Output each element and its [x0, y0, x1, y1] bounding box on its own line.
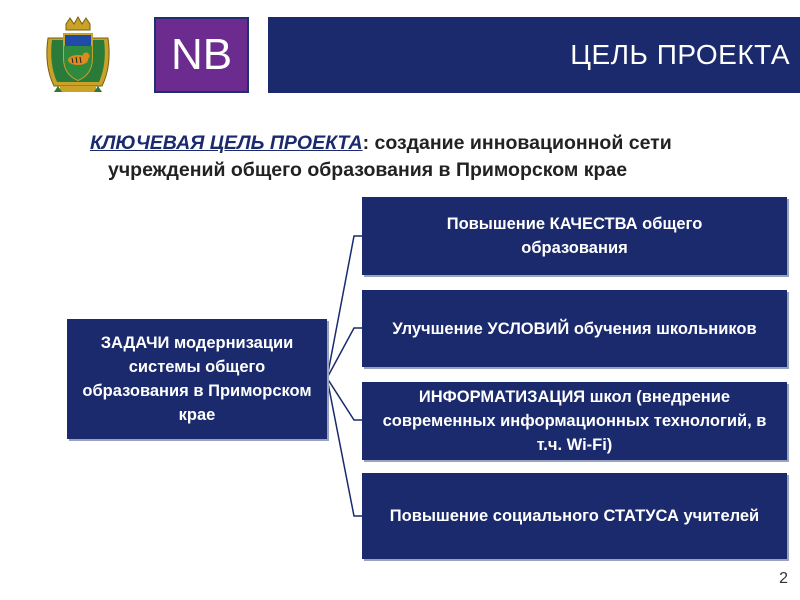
task-item-quality [362, 197, 787, 275]
tasks-box-text: ЗАДАЧИ модернизации системы общего образования в Приморском крае [82, 334, 312, 424]
key-goal-line2: учреждений общего образования в Приморском крае [108, 159, 628, 181]
task-item-text: Повышение КАЧЕСТВА общего образования [446, 215, 703, 257]
task-item-conditions [362, 290, 787, 367]
page-title: ЦЕЛЬ ПРОЕКТА [570, 39, 790, 70]
page-number: 2 [779, 570, 788, 587]
task-item-text: Улучшение УСЛОВИЙ обучения школьников [392, 319, 757, 338]
key-goal-line1: : создание инновационной сети [362, 132, 672, 154]
key-goal-label: КЛЮЧЕВАЯ ЦЕЛЬ ПРОЕКТА [90, 132, 363, 154]
task-item-text: Повышение социального СТАТУСА учителей [389, 507, 760, 525]
task-item-informatization [362, 382, 787, 460]
task-item-status [362, 473, 787, 559]
nb-logo-text: NB [170, 30, 233, 79]
tasks-box [67, 319, 327, 439]
task-item-text: ИНФОРМАТИЗАЦИЯ школ (внедрение современных информационных технологий, в т.ч. Wi-Fi) [382, 388, 767, 454]
